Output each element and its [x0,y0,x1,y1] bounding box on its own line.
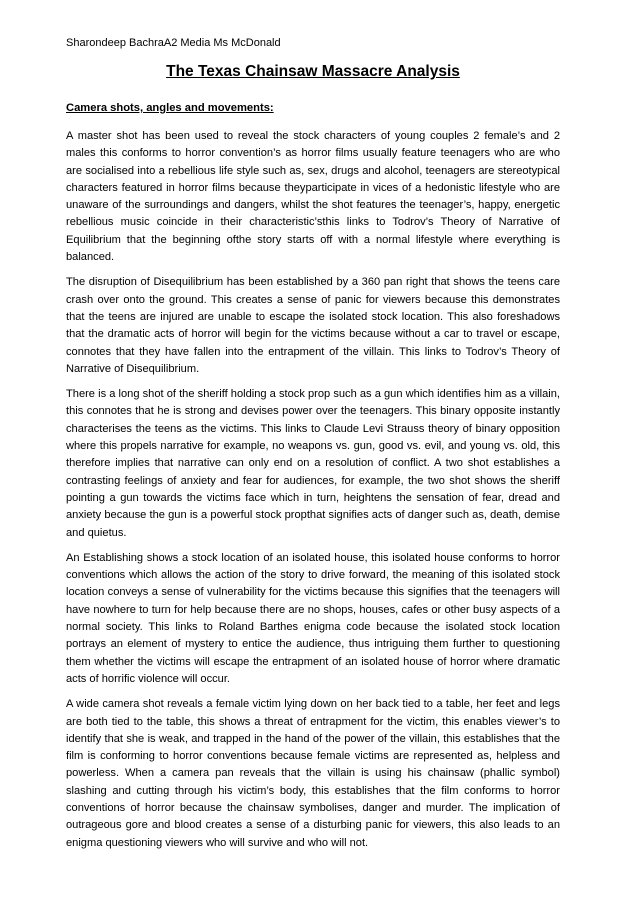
paragraph-master-shot: A master shot has been used to reveal the stock characters of young couples 2 female’s and 2 males this conforms to horror convention’s as horror films usually feature teenagers who are who are socialised into a rebellious life style such as, sex, drugs and alcohol, teenagers are stereotypical characters featured in horror films because theyparticipate in vices of a hedonistic lifestyle who are unaware of the surroundings and dangers, whilst the shot features the teenager’s, happy, energetic rebellious music coincide in their characteristic’sthis links to Todrov’s Theory of Narrative of Equilibrium that the beginning ofthe story starts off with a normal lifestyle where everything is balanced. [66,130,560,264]
paragraph-establishing-shot: An Establishing shows a stock location of an isolated house, this isolated house conforms to horror conventions which allows the action of the story to drive forward, the meaning of this isolated stock location conveys a sense of vulnerability for the victims because this signifies that the teenagers will have nowhere to turn for help because there are no shops, houses, cafes or other busy aspects of a normal society. This links to Roland Barthes enigma code because the isolated stock location portrays an element of mystery to entice the audience, thus intriguing them further to questioning them whether the victims will escape the entrapment of an isolated house of horror where dramatic acts of horrific violence will occur. [66,551,560,685]
paragraph-sheriff-long-shot: There is a long shot of the sheriff holding a stock prop such as a gun which identifies him as a villain, this connotes that he is strong and devises power over the teenagers. This binary opposite instantly characterises the teens as the victims. This links to Claude Levi Strauss theory of binary opposition where this propels narrative for example, no weapons vs. gun, good vs. evil, and young vs. old, this therefore implies that narrative can only end on a resolution of conflict. A two shot establishes a contrasting feelings of anxiety and fear for audiences, for example, the two shot shows the sheriff pointing a gun towards the victims face which in turn, heightens the sensation of fear, dread and anxiety because the gun is a powerful stock propthat signifies acts of danger such as, death, demise and quietus. [66,388,560,539]
document-title: The Texas Chainsaw Massacre Analysis [166,63,460,80]
body-text [66,128,560,860]
paragraph-wide-camera-shot: A wide camera shot reveals a female victim lying down on her back tied to a table, her feet and legs are both tied to the table, this shows a threat of entrapment for the victim, this enables viewer’s to identify that she is weak, and trapped in the hand of the power of the villain, this establishes that the film is conforming to horror conventions because female victims are represented as, helpless and powerless. When a camera pan reveals that the villain is using his chainsaw (phallic symbol) slashing and cutting through his victim’s body, this establishes that the film conforms to horror conventions of horror because the chainsaw symbolises, danger and murder. The implication of outrageous gore and blood creates a sense of a disturbing panic for viewers, this also leads to an enigma questioning viewers who will survive and who will not. [66,698,560,849]
page-header: Sharondeep BachraA2 Media Ms McDonald [66,37,281,49]
section-heading: Camera shots, angles and movements: [66,102,274,114]
paragraph-disequilibrium: The disruption of Disequilibrium has been established by a 360 pan right that shows the teens care crash over onto the ground. This creates a sense of panic for viewers because this demonstrates that the teens are injured are unable to escape the isolated stock location. This also foreshadows that the dramatic acts of horror will begin for the victims because without a car to travel or escape, connotes that they have fallen into the entrapment of the villain. This links to Todrov’s Theory of Narrative of Disequilibrium. [66,276,560,375]
